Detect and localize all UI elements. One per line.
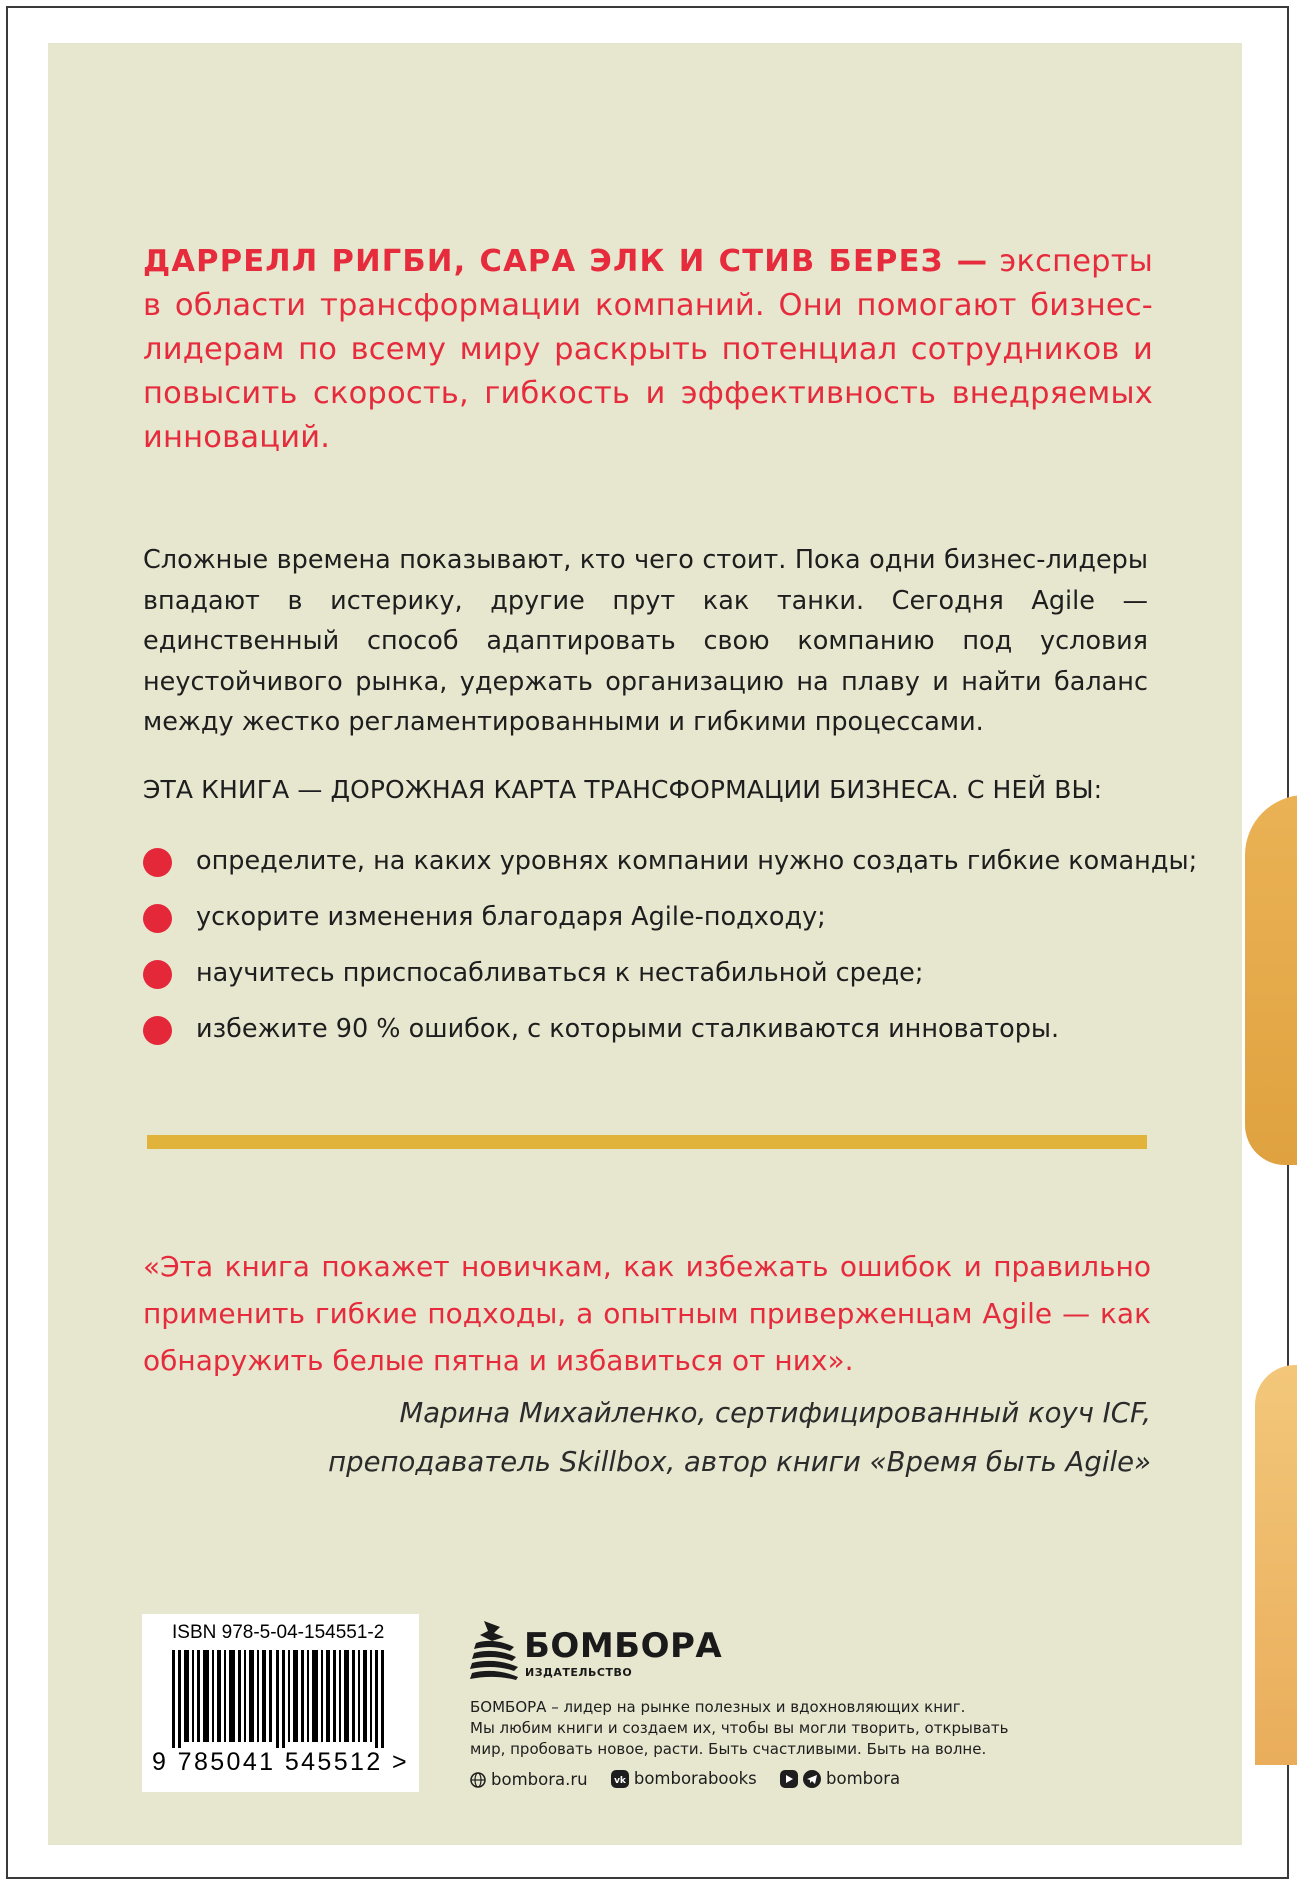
vk-icon <box>611 1770 629 1788</box>
publisher-line-1: БОМБОРА – лидер на рынке полезных и вдохновляющих книг. <box>470 1698 966 1716</box>
isbn-digits: 9 785041 545512 > <box>152 1748 409 1776</box>
list-item <box>143 901 1197 957</box>
list-item-text: научитесь приспосабливаться к нестабильной среде; <box>196 958 924 988</box>
globe-icon <box>470 1772 486 1788</box>
attribution-line-2: преподаватель Skillbox, автор книги «Время быть Agile» <box>328 1446 1151 1478</box>
publisher-logo-name: БОМБОРА <box>524 1626 723 1666</box>
decorative-blob-orange <box>1245 795 1297 1165</box>
telegram-label: bombora <box>826 1769 901 1788</box>
vk-link[interactable] <box>611 1769 757 1788</box>
publisher-blurb <box>470 1697 1030 1760</box>
telegram-icon <box>803 1770 821 1788</box>
quote-attribution <box>143 1389 1151 1487</box>
bullet-dot-icon <box>143 960 172 989</box>
rutube-icon <box>780 1770 798 1788</box>
divider-rule <box>147 1135 1147 1149</box>
website-link[interactable] <box>470 1770 588 1789</box>
attribution-line-1: Марина Михайленко, сертифицированный коуч ICF, <box>399 1397 1151 1429</box>
publisher-line-3: мир, пробовать новое, расти. Быть счастливыми. Быть на волне. <box>470 1740 987 1758</box>
publisher-logo-subtitle: ИЗДАТЕЛЬСТВО <box>525 1666 633 1679</box>
author-names: ДАРРЕЛЛ РИГБИ, САРА ЭЛК И СТИВ БЕРЕЗ — <box>143 244 989 279</box>
testimonial-quote: «Эта книга покажет новичкам, как избежать ошибок и правильно применить гибкие подходы, а опытным приверженцам Agile — как обнаружить белые пятна и избавиться от них». <box>143 1250 1151 1377</box>
list-item <box>143 957 1197 1013</box>
benefits-heading: ЭТА КНИГА — ДОРОЖНАЯ КАРТА ТРАНСФОРМАЦИИ БИЗНЕСА. С НЕЙ ВЫ: <box>143 775 1103 804</box>
bullet-dot-icon <box>143 904 172 933</box>
social-links <box>470 1769 918 1792</box>
bullet-dot-icon <box>143 1016 172 1045</box>
book-description: Сложные времена показывают, кто чего стоит. Пока одни бизнес-лидеры впадают в истерику, другие прут как танки. Сегодня Agile — единственный способ адаптировать свою компанию под условия неустойчивого рынка, удержать организацию на плаву и найти баланс между жестко регламентированными и гибкими процессами. <box>143 545 1148 737</box>
list-item-text: избежите 90 % ошибок, с которыми сталкиваются инноваторы. <box>196 1014 1060 1044</box>
list-item-text: ускорите изменения благодаря Agile-подходу; <box>196 902 826 932</box>
bombora-logo-icon <box>470 1619 520 1681</box>
barcode-icon <box>172 1650 392 1748</box>
bullet-dot-icon <box>143 848 172 877</box>
benefits-list <box>143 845 1197 1069</box>
authors-paragraph <box>143 240 1153 460</box>
list-item-text: определите, на каких уровнях компании нужно создать гибкие команды; <box>196 846 1198 876</box>
vk-label: bomborabooks <box>633 1769 757 1788</box>
isbn-label: ISBN 978-5-04-154551-2 <box>172 1622 385 1643</box>
decorative-blob-orange-lower <box>1255 1365 1297 1765</box>
authors-description: эксперты в области трансформации компаний. Они помогают бизнес-лидерам по всему миру раскрыть потенциал сотрудников и повысить скорость, гибкость и эффективность внедряемых инноваций. <box>143 244 1153 455</box>
telegram-link[interactable] <box>780 1769 900 1788</box>
list-item <box>143 1013 1197 1069</box>
website-label: bombora.ru <box>491 1770 588 1789</box>
list-item <box>143 845 1197 901</box>
publisher-line-2: Мы любим книги и создаем их, чтобы вы могли творить, открывать <box>470 1719 1009 1737</box>
isbn-barcode-box <box>142 1614 419 1792</box>
svg-text:vk: vk <box>613 1775 626 1786</box>
